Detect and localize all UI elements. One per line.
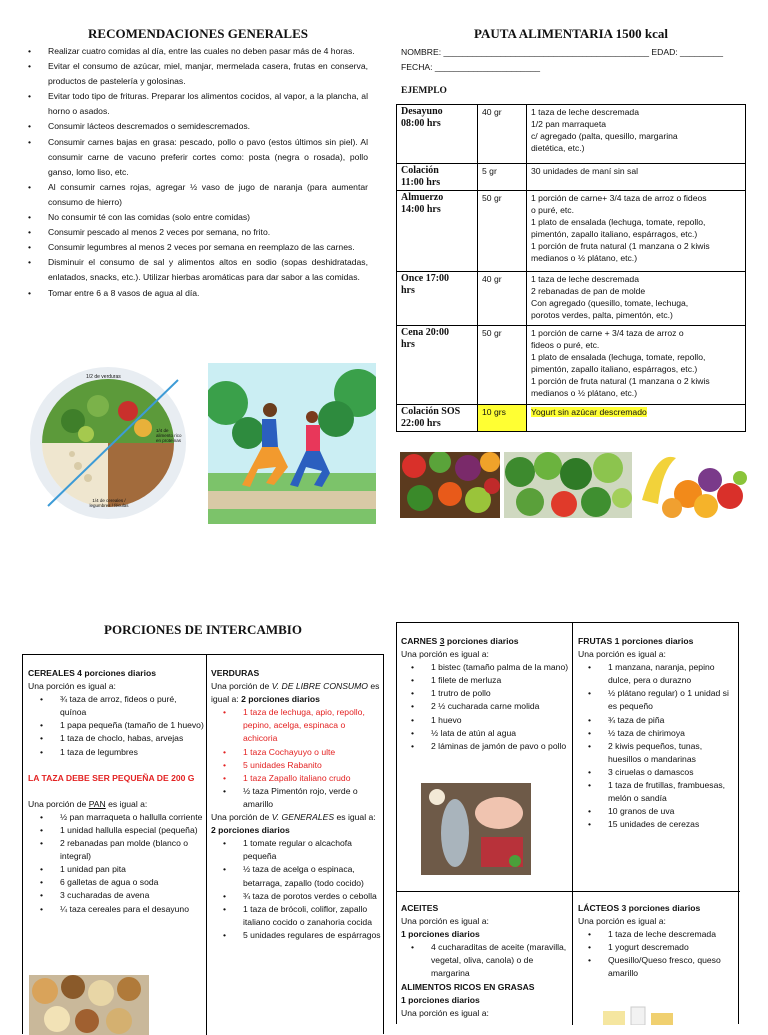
list-item: • ½ taza de acelga o espinaca, betarraga, zapallo (todo cocido) — [223, 863, 381, 889]
ejemplo-label: EJEMPLO — [401, 86, 447, 96]
list-item: • 1 manzana, naranja, pepino dulce, pera o durazno — [588, 661, 736, 687]
cereales-header: CEREALES 4 porciones diarios — [28, 668, 156, 678]
list-item: • Consumir carnes bajas en grasa: pescado, pollo o pavo (estos últimos sin piel). Al consumir carne de vacuno preferir cortes como: posta (negra o rosada), pollo ganso, lomo liso, etc. — [28, 135, 368, 180]
meal-desc: 1 porción de carne+ 3/4 taza de arroz o fideos o puré, etc. 1 plato de ensalada (lechuga, tomate, repollo, pimentón, zapallo italiano, espárragos, etc.) 1 porción de fruta natural (1 manzana o 2 kiwis medianos o ½ plátano, etc.) — [527, 191, 746, 272]
meal-desc: 30 unidades de maní sin sal — [527, 164, 746, 191]
cereals-image — [29, 975, 149, 1035]
pauta-title: PAUTA ALIMENTARIA 1500 kcal — [474, 26, 668, 41]
table-row — [397, 405, 746, 432]
meal-grams: 40 gr — [478, 105, 527, 164]
meal-name: Colación 11:00 hrs — [397, 164, 478, 191]
meal-name: Colación SOS 22:00 hrs — [397, 405, 478, 432]
grasas-header: ALIMENTOS RICOS EN GRASAS — [401, 981, 535, 992]
aceites-intro: Una porción es igual a: — [401, 916, 489, 927]
list-item: • Evitar el consumo de azúcar, miel, manjar, mermelada casera, frutas en conserva, productos de pastelería y golosinas. — [28, 59, 368, 89]
list-item: • 1 taza Cochayuyo o ulte — [223, 746, 381, 759]
carnes-intro: Una porción es igual a: — [401, 649, 489, 660]
list-item: • Tomar entre 6 a 8 vasos de agua al día. — [28, 286, 368, 301]
meal-desc: 1 porción de carne + 3/4 taza de arroz o fideos o puré, etc. 1 plato de ensalada (lechuga, tomate, repollo, pimentón, zapallo italiano, espárragos, etc.) 1 porción de fruta natural (1 manzana o 2 kiwis medianos o ½ plátano, etc.) — [527, 326, 746, 405]
frutas-intro: Una porción es igual a: — [578, 649, 666, 660]
list-item: • ½ taza Pimentón rojo, verde o amarillo — [223, 785, 381, 811]
meal-grams: 5 gr — [478, 164, 527, 191]
vegetables-image — [400, 452, 500, 518]
greens-image — [504, 452, 632, 518]
list-item: • 1 taza de frutillas, frambuesas, melón o sandía — [588, 779, 736, 805]
grasas-sub: 1 porciones diarios — [401, 994, 480, 1005]
list-item: • 5 unidades Rabanito — [223, 759, 381, 772]
list-item: • ½ plátano regular) o 1 unidad si es pequeño — [588, 687, 736, 713]
pan-intro: Una porción de PAN es igual a: — [28, 798, 148, 809]
verduras-header: VERDURAS — [211, 668, 260, 678]
cereales-warning: LA TAZA DEBE SER PEQUEÑA DE 200 G — [28, 772, 195, 783]
list-item: • ½ lata de atún al agua — [411, 727, 571, 740]
meal-grams: 50 gr — [478, 326, 527, 405]
carnes-section — [401, 635, 571, 753]
meal-grams: 40 gr — [478, 272, 527, 326]
meal-desc: 1 taza de leche descremada 2 rebanadas de pan de molde Con agregado (quesillo, tomate, lechuga, porotos verdes, palta, pimentón, etc.) — [527, 272, 746, 326]
meats-image — [421, 783, 531, 875]
list-item: • Disminuir el consumo de sal y alimentos altos en sodio (sopas deshidratadas, enlatados, snacks, etc.). Utilizar hierbas aromáticas para dar sabor a las comidas. — [28, 255, 368, 285]
list-item: • ¾ taza de porotos verdes o cebolla — [223, 890, 381, 903]
list-item: • Realizar cuatro comidas al día, entre las cuales no deben pasar más de 4 horas. — [28, 44, 368, 59]
meal-table — [396, 104, 746, 432]
dairy-image — [597, 1005, 677, 1025]
porciones-title: PORCIONES DE INTERCAMBIO — [104, 622, 302, 637]
verduras-libre-intro: Una porción de V. DE LIBRE CONSUMO es igual a: 2 porciones diarios — [211, 681, 380, 705]
rec-list — [28, 44, 368, 301]
meal-name: Almuerzo 14:00 hrs — [397, 191, 478, 272]
list-item: • 1 unidad pan pita — [40, 863, 204, 876]
list-item: • 2 rebanadas pan molde (blanco o integral) — [40, 837, 204, 863]
running-image — [208, 363, 376, 524]
list-item: • 2 láminas de jamón de pavo o pollo — [411, 740, 571, 753]
list-item: • 1 unidad hallulla especial (pequeña) — [40, 824, 204, 837]
list-item: • 15 unidades de cerezas — [588, 818, 736, 831]
list-item: • 1 yogurt descremado — [588, 941, 736, 954]
aceites-sub: 1 porciones diarios — [401, 929, 480, 940]
list-item: • ½ taza de chirimoya — [588, 727, 736, 740]
fruits-image — [636, 450, 748, 522]
list-item: • Evitar todo tipo de frituras. Preparar los alimentos cocidos, al vapor, a la plancha, al horno o asados. — [28, 89, 368, 119]
list-item: • Quesillo/Queso fresco, queso amarillo — [588, 954, 736, 980]
list-item: • 1 tomate regular o alcachofa pequeña — [223, 837, 381, 863]
frutas-section — [578, 635, 736, 831]
meal-desc: 1 taza de leche descremada 1/2 pan marraqueta c/ agregado (palta, quesillo, margarina dietética, etc.) — [527, 105, 746, 164]
table-row — [397, 105, 746, 164]
list-item: • 5 unidades regulares de espárragos — [223, 929, 381, 942]
cereales-intro: Una porción es igual a: — [28, 681, 116, 692]
table-row — [397, 326, 746, 405]
list-item: • 1 huevo — [411, 714, 571, 727]
list-item: • 1 taza de legumbres — [40, 746, 204, 759]
meal-name: Once 17:00 hrs — [397, 272, 478, 326]
list-item: • Consumir legumbres al menos 2 veces por semana en reemplazo de las carnes. — [28, 240, 368, 255]
list-item: • 1 papa pequeña (tamaño de 1 huevo) — [40, 719, 204, 732]
list-item: • 2 kiwis pequeños, tunas, huesillos o mandarinas — [588, 740, 736, 766]
verduras-section — [211, 667, 381, 942]
verduras-gen-intro: Una porción de V. GENERALES es igual a: 2 porciones diarios — [211, 812, 376, 836]
list-item: • 1 bistec (tamaño palma de la mano) — [411, 661, 571, 674]
list-item: • 6 galletas de agua o soda — [40, 876, 204, 889]
list-item: • ¾ taza de arroz, fideos o puré, quínoa — [40, 693, 204, 719]
nombre-field[interactable]: NOMBRE: ___________________________________________ EDAD: _________ — [401, 47, 724, 57]
rec-title: RECOMENDACIONES GENERALES — [88, 26, 308, 41]
cereales-section — [28, 667, 204, 916]
carnes-header: CARNES 3 porciones diarios — [401, 636, 519, 646]
list-item: • No consumir té con las comidas (solo entre comidas) — [28, 210, 368, 225]
grasas-intro: Una porción es igual a: — [401, 1007, 489, 1018]
table-row — [397, 272, 746, 326]
cereales-verduras-box — [22, 654, 384, 1034]
list-item: • Al consumir carnes rojas, agregar ½ vaso de jugo de naranja (para aumentar consumo de hierro) — [28, 180, 368, 210]
exchange-grid — [396, 622, 739, 1024]
frutas-header: FRUTAS 1 porciones diarios — [578, 636, 694, 646]
aceites-header: ACEITES — [401, 903, 439, 913]
meal-grams: 10 grs — [478, 405, 527, 432]
list-item: • ½ pan marraqueta o hallulla corriente — [40, 811, 204, 824]
list-item: • 3 ciruelas o damascos — [588, 766, 736, 779]
list-item: • ¼ taza cereales para el desayuno — [40, 903, 204, 916]
lacteos-section — [578, 902, 736, 981]
list-item: • 2 ½ cucharada carne molida — [411, 700, 571, 713]
list-item: • 1 taza de leche descremada — [588, 928, 736, 941]
list-item: • 4 cucharaditas de aceite (maravilla, vegetal, oliva, canola) o de margarina — [411, 941, 571, 980]
table-row — [397, 164, 746, 191]
list-item: • 1 taza Zapallo italiano crudo — [223, 772, 381, 785]
table-row — [397, 191, 746, 272]
lacteos-intro: Una porción es igual a: — [578, 916, 666, 927]
plate-label-protein: 1/4 de alimento rico en proteínas — [156, 428, 182, 443]
list-item: • Consumir pescado al menos 2 veces por semana, no frito. — [28, 225, 368, 240]
list-item: • 1 taza de choclo, habas, arvejas — [40, 732, 204, 745]
list-item: • 1 taza de lechuga, apio, repollo, pepino, acelga, espinaca o achicoria — [223, 706, 381, 745]
list-item: • 1 filete de merluza — [411, 674, 571, 687]
lacteos-header: LÁCTEOS 3 porciones diarios — [578, 903, 701, 913]
meal-name: Cena 20:00 hrs — [397, 326, 478, 405]
fecha-field[interactable]: FECHA: ______________________ — [401, 62, 541, 72]
list-item: • ¾ taza de piña — [588, 714, 736, 727]
plate-label-veg: 1/2 de verduras — [86, 374, 121, 380]
list-item: • 1 trutro de pollo — [411, 687, 571, 700]
meal-name: Desayuno 08:00 hrs — [397, 105, 478, 164]
plate-label-cereal: 1/4 de cereales / legumbres / féculas — [89, 498, 129, 508]
list-item: • 1 taza de brócoli, coliflor, zapallo italiano cocido o zanahoria cocida — [223, 903, 381, 929]
list-item: • Consumir lácteos descremados o semidescremados. — [28, 119, 368, 134]
list-item: • 10 granos de uva — [588, 805, 736, 818]
meal-grams: 50 gr — [478, 191, 527, 272]
meal-desc: Yogurt sin azúcar descremado — [527, 405, 746, 432]
list-item: • 3 cucharadas de avena — [40, 889, 204, 902]
plate-image — [28, 366, 188, 520]
aceites-section — [401, 902, 571, 1020]
